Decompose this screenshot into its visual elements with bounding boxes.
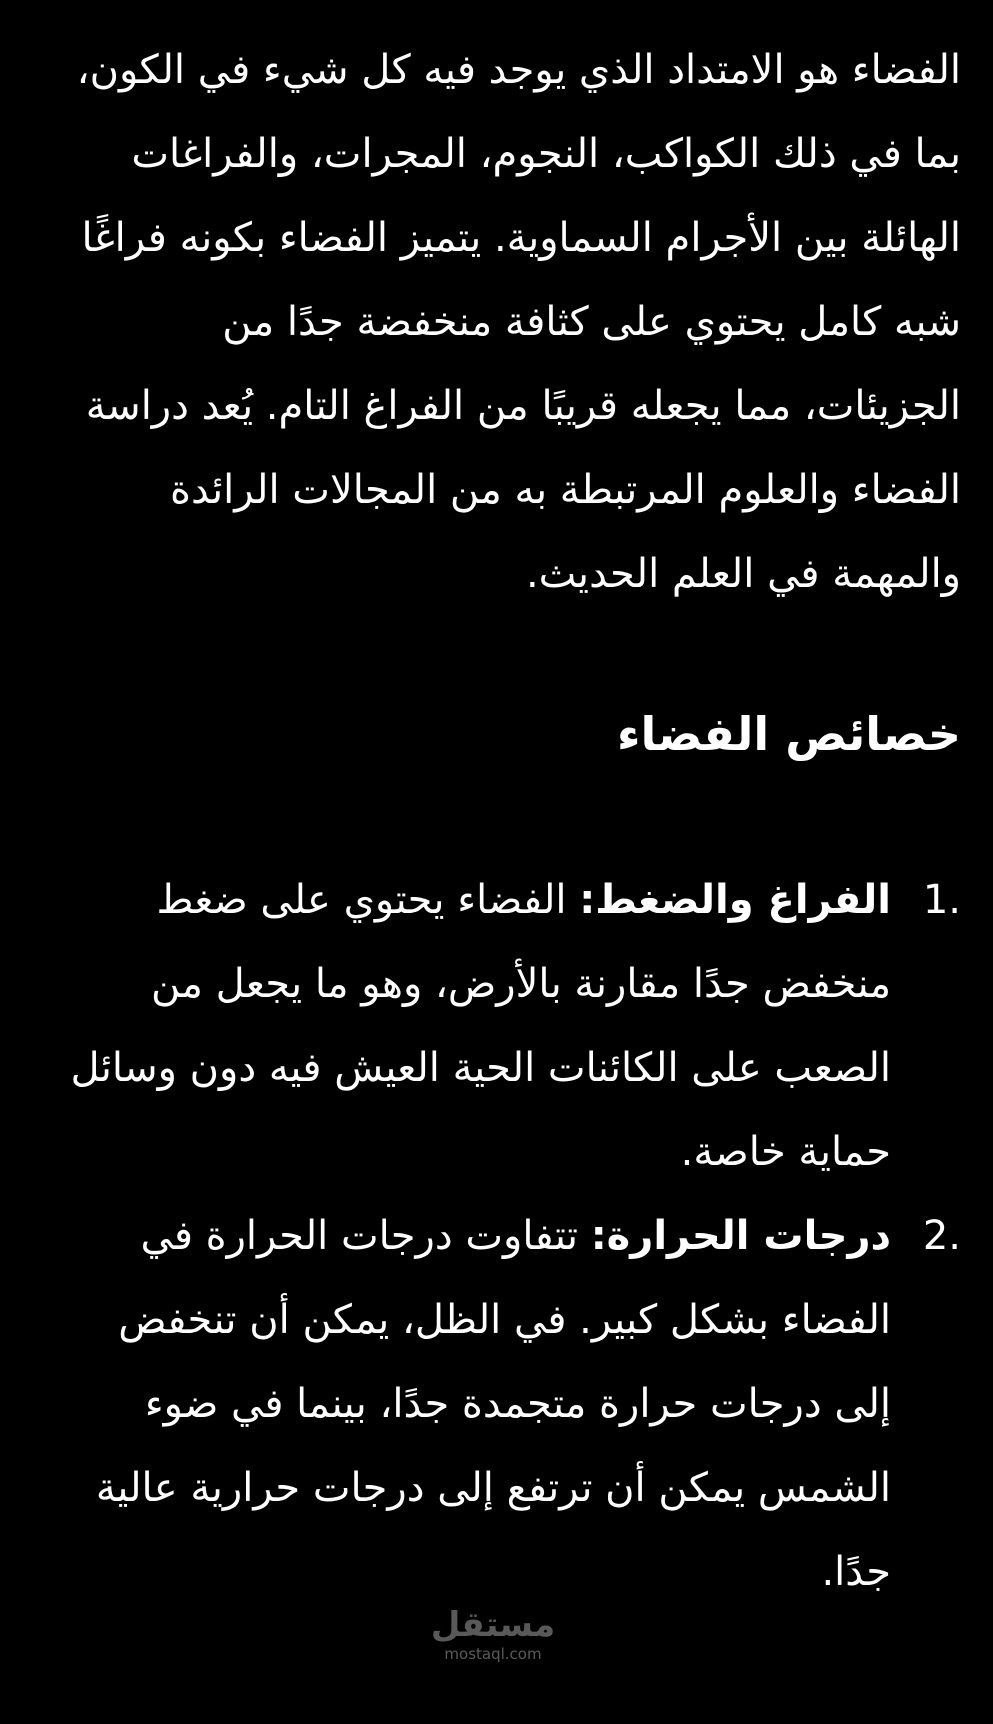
section-heading: خصائص الفضاء: [616, 707, 961, 761]
list-item-text: تتفاوت درجات الحرارة في الفضاء بشكل كبير. في الظل، يمكن أن تنخفض إلى درجات حرارة متجمدة جدًا، بينما في ضوء الشمس يمكن أن ترتفع إلى درجات حرارية عالية جدًا.: [95, 1213, 891, 1595]
properties-list: [56, 858, 961, 1614]
watermark-domain: mostaql.com: [444, 1645, 542, 1663]
intro-paragraph: الفضاء هو الامتداد الذي يوجد فيه كل شيء في الكون، بما في ذلك الكواكب، النجوم، المجرات، والفراغات الهائلة بين الأجرام السماوية. يتميز الفضاء بكونه فراغًا شبه كامل يحتوي على كثافة منخفضة جدًا من الجزيئات، مما يجعله قريبًا من الفراغ التام. يُعد دراسة الفضاء والعلوم المرتبطة به من المجالات الرائدة والمهمة في العلم الحديث.: [76, 47, 961, 597]
list-item-text: الفضاء يحتوي على ضغط منخفض جدًا مقارنة بالأرض، وهو ما يجعل من الصعب على الكائنات الحية العيش فيه دون وسائل حماية خاصة.: [70, 877, 891, 1175]
list-item: [56, 1194, 961, 1614]
list-item-term: الفراغ والضغط:: [579, 877, 891, 923]
watermark-logo-text: مستقل: [430, 1605, 556, 1645]
list-item: [56, 858, 961, 1194]
list-item-number: 1.: [922, 877, 961, 923]
list-item-number: 2.: [922, 1213, 961, 1259]
mostaql-watermark: [428, 1605, 558, 1685]
list-item-term: درجات الحرارة:: [590, 1213, 891, 1259]
